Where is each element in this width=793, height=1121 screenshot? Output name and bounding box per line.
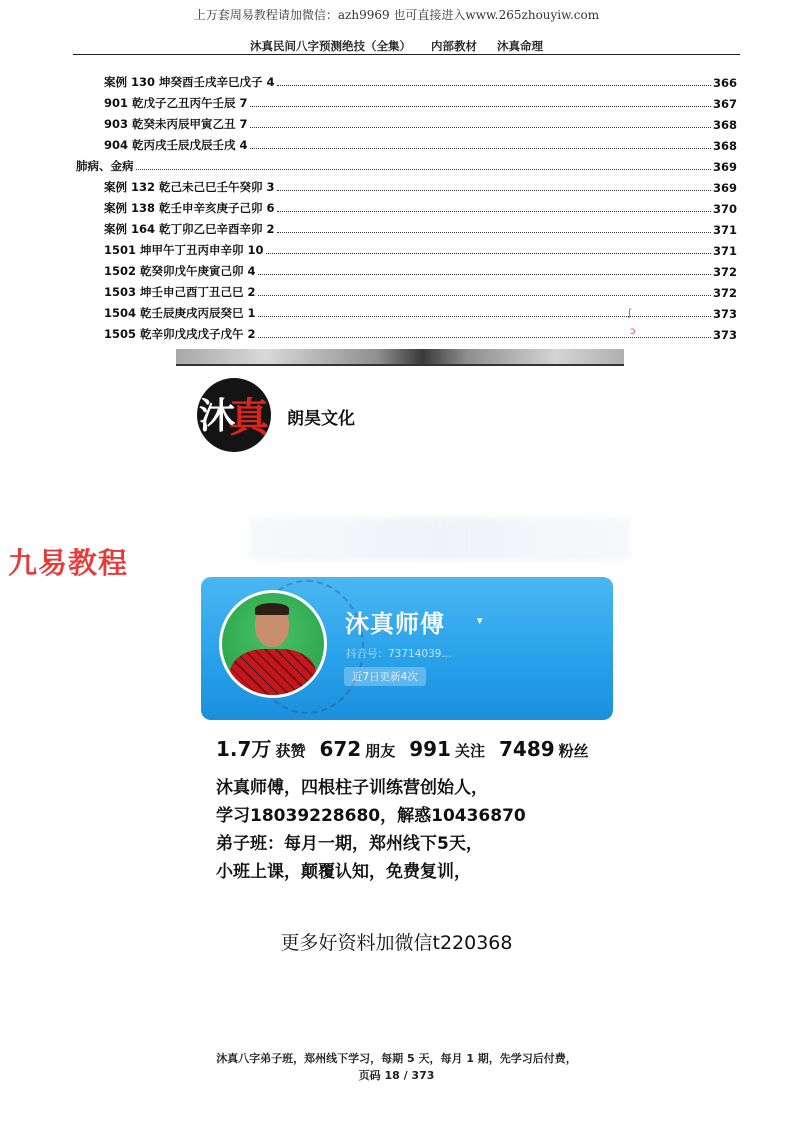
header-right: 沐真命理: [497, 39, 544, 53]
brand-logo: [197, 378, 271, 452]
toc-entry-page: 368: [712, 118, 737, 132]
cropped-photo-strip: [176, 349, 624, 366]
toc-entry[interactable]: [104, 198, 737, 216]
toc-entry-page: 369: [712, 160, 737, 174]
toc-entry-title: 904 乾丙戌壬辰戊辰壬戌 4: [104, 138, 248, 152]
toc-entry-page: 372: [712, 265, 737, 279]
toc-entry-title: 1503 坤壬申己酉丁丑己巳 2: [104, 285, 256, 299]
stat-followers[interactable]: [499, 737, 589, 761]
toc-entry-page: 373: [712, 307, 737, 321]
toc-entry[interactable]: [104, 261, 737, 279]
toc-leader-dots: [277, 231, 711, 233]
profile-stats: [216, 733, 589, 762]
bio-line: 沐真师傅，四根柱子训练营创始人，: [216, 778, 488, 798]
watermark: 九易教程: [8, 546, 129, 580]
toc-entry-title: 903 乾癸未丙辰甲寅乙丑 7: [104, 117, 248, 131]
stat-friends[interactable]: [319, 737, 395, 761]
toc-entry-page: 366: [712, 76, 737, 90]
stat-likes[interactable]: [216, 733, 305, 762]
toc-leader-dots: [250, 105, 711, 107]
toc-entry-title: 1502 乾癸卯戊午庚寅己卯 4: [104, 264, 256, 278]
bio-line: 小班上课，颠覆认知，免费复训，: [216, 862, 471, 882]
toc-entry-title: 901 乾戊子乙丑丙午壬辰 7: [104, 96, 248, 110]
stat-label: 朋友: [365, 742, 396, 760]
stat-label: 粉丝: [558, 742, 589, 760]
toc-entry-page: 371: [712, 223, 737, 237]
update-badge: 近7日更新4次: [344, 667, 426, 686]
toc-leader-dots: [277, 84, 711, 86]
avatar-shirt: [230, 649, 316, 698]
profile-name: 沐真师傅: [345, 610, 445, 638]
toc-entry-title: 1505 乾辛卯戊戌戊子戊午 2: [104, 327, 256, 341]
header-rule: [73, 54, 740, 55]
toc-leader-dots: [250, 147, 711, 149]
toc-entry-page: 371: [712, 244, 737, 258]
avatar-hair: [255, 603, 289, 615]
toc-entry[interactable]: [104, 93, 737, 111]
toc-leader-dots: [258, 294, 711, 296]
bio-line: 学习18039228680，解惑10436870: [216, 806, 526, 826]
toc-entry-page: 368: [712, 139, 737, 153]
stat-label: 获赞: [275, 742, 306, 760]
toc-leader-dots: [266, 252, 711, 254]
toc-leader-dots: [277, 210, 711, 212]
chevron-down-icon[interactable]: ▾: [477, 614, 483, 627]
header-title: 沐真民间八字预测绝技（全集）: [249, 39, 411, 53]
toc-section-entry[interactable]: [76, 156, 737, 174]
toc-entry[interactable]: [104, 303, 737, 321]
stat-number: 672: [319, 737, 362, 761]
toc-entry-page: 370: [712, 202, 737, 216]
toc-leader-dots: [258, 336, 711, 338]
page-header: [0, 38, 793, 54]
stat-following[interactable]: [409, 737, 485, 761]
toc-entry[interactable]: [104, 219, 737, 237]
toc-entry[interactable]: [104, 282, 737, 300]
toc-entry[interactable]: [104, 240, 737, 258]
toc-entry-title: 案例 138 乾壬申辛亥庚子己卯 6: [104, 201, 275, 215]
profile-bio: [216, 774, 526, 886]
toc-entry-title: 案例 130 坤癸酉壬戌辛巳戊子 4: [104, 75, 275, 89]
toc-leader-dots: [258, 315, 711, 317]
faded-banner: [250, 517, 630, 561]
toc-entry-page: 373: [712, 328, 737, 342]
page-footer: [0, 1050, 793, 1084]
toc-entry[interactable]: [104, 135, 737, 153]
toc-entry[interactable]: [104, 114, 737, 132]
bio-line: 弟子班：每月一期，郑州线下5天，: [216, 834, 483, 854]
brand-name: 朗昊文化: [287, 409, 355, 429]
toc-entry-page: 369: [712, 181, 737, 195]
toc-entry-title: 1504 乾壬辰庚戌丙辰癸巳 1: [104, 306, 256, 320]
toc-entry[interactable]: [104, 72, 737, 90]
toc-leader-dots: [258, 273, 711, 275]
toc-entry-title: 肺病、金病: [76, 159, 134, 173]
logo-character: 真: [229, 394, 269, 441]
toc-entry[interactable]: [104, 324, 737, 342]
stat-number: 991: [409, 737, 451, 761]
toc-leader-dots: [277, 189, 711, 191]
toc-entry-title: 案例 132 乾己未己巳壬午癸卯 3: [104, 180, 275, 194]
profile-id: 抖音号：73714039...: [346, 648, 452, 660]
toc-leader-dots: [136, 168, 711, 170]
toc-entry-page: 367: [712, 97, 737, 111]
red-scribble-mark: ʃ: [628, 308, 632, 319]
toc-entry[interactable]: [104, 177, 737, 195]
toc-entry-page: 372: [712, 286, 737, 300]
top-banner: 上万套周易教程请加微信：azh9969 也可直接进入www.265zhouyiw.com: [193, 8, 600, 22]
stat-label: 关注: [454, 742, 485, 760]
toc-entry-title: 案例 164 乾丁卯乙巳辛酉辛卯 2: [104, 222, 275, 236]
toc-leader-dots: [250, 126, 711, 128]
red-scribble-mark: ɔ: [630, 326, 636, 337]
toc-entry-title: 1501 坤甲午丁丑丙申辛卯 10: [104, 243, 264, 257]
avatar[interactable]: [219, 590, 327, 698]
page-number: 页码 18 / 373: [358, 1069, 435, 1082]
footer-text: 沐真八字弟子班，郑州线下学习，每期 5 天，每月 1 期，先学习后付费，: [216, 1052, 577, 1065]
contact-note: 更多好资料加微信t220368: [280, 932, 513, 954]
stat-number: 1.7万: [216, 737, 272, 761]
logo-character: 沐: [199, 395, 236, 437]
header-middle: 内部教材: [431, 39, 477, 53]
stat-number: 7489: [498, 737, 555, 761]
